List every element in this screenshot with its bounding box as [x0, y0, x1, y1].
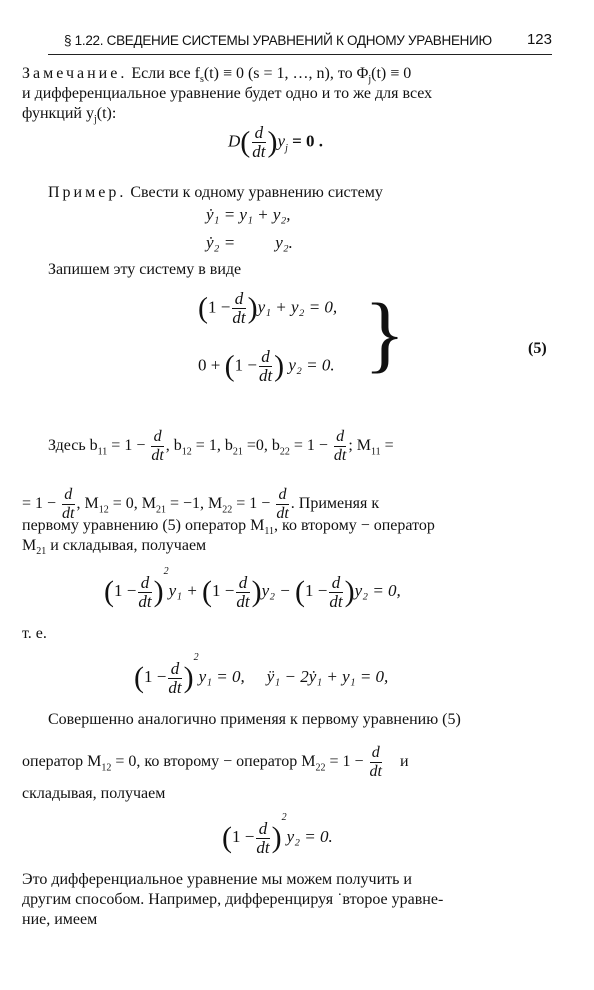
closing-line-3: ние, имеем [22, 911, 98, 928]
system-eq-1: ẏ₁ = y₁ + y₂, [206, 205, 291, 224]
final-equation: (1 − $\frac{d}{dt}$ )$^2$y₂ = 0. [222, 812, 333, 857]
example-intro: Пример. Свести к одному уравнению систему [48, 184, 383, 201]
definitions-line-4: $M_{21}$ и складывая, получаем [22, 537, 207, 558]
definitions-line-1: Здесь $b_{11} = 1$ − $\frac{d}{dt}$ , $b_{12} = 1$, $b_{21} =0$, $b_{22} = 1$ − $\frac{d}{dt}$ ; $M_{11}$ = [48, 428, 394, 464]
definitions-line-2: = 1 − $\frac{d}{dt}$ , $M_{12} = 0$, $M_{21} = -1$, $M_{22} = 1$ − $\frac{d}{dt}$ . Применяя к [22, 486, 380, 522]
operator-system-row-2: 0 + (1 − $\frac{d}{dt}$ ) y₂ = 0. [198, 347, 335, 385]
definitions-line-3: первому уравнению (5) оператор $M_{11}$, ко второму − оператор [22, 517, 435, 538]
remark-line-3: функций $y_j(t)$: [22, 105, 117, 126]
operator-system-row-1: (1 − $\frac{d}{dt}$ )y₁ + y₂ = 0, [198, 289, 338, 327]
system-brace: } [364, 285, 406, 381]
closing-line-2: другим способом. Например, дифференцируя ˙второе уравне- [22, 891, 444, 908]
system-eq-2: ẏ₂ = y₂. [206, 233, 293, 252]
analog-line-2: оператор $M_{12} = 0$, ко второму − оператор $M_{22} = 1$ − $\frac{d}{dt}$ и [22, 744, 409, 780]
running-header [48, 32, 552, 55]
remark-line-1: Замечание. Если все $f_s(t) \equiv 0$ (s = 1, …, n), то $\Phi_j(t) \equiv 0$ [22, 65, 412, 86]
closing-line-1: Это дифференциальное уравнение мы можем получить и [22, 871, 412, 888]
result-equations: (1 − $\frac{d}{dt}$ )$^2$y₁ = 0, ÿ₁ − 2ẏ₁ + y₁ = 0, [134, 652, 389, 697]
remark-line-2: и дифференциальное уравнение будет одно и то же для всех [22, 85, 433, 102]
equation-number: (5) [528, 340, 547, 357]
section-title: § 1.22. СВЕДЕНИЕ СИСТЕМЫ УРАВНЕНИЙ К ОДНОМУ УРАВНЕНИЮ [64, 33, 492, 48]
remark-equation: D( $\frac{d}{dt}$ )$y_j = 0$ . [228, 123, 324, 161]
analog-line-3: складывая, получаем [22, 785, 166, 802]
rewrite-text: Запишем эту систему в виде [48, 261, 242, 278]
page-number: 123 [526, 31, 552, 48]
analog-line-1: Совершенно аналогично применяя к первому уравнению (5) [48, 711, 461, 728]
ie-text: т. е. [22, 625, 47, 642]
combined-equation: (1 − $\frac{d}{dt}$ )$^2$y₁ + (1 − $\frac{d}{dt}$ )y₂ − (1 − $\frac{d}{dt}$ )y₂ = 0, [104, 566, 401, 611]
